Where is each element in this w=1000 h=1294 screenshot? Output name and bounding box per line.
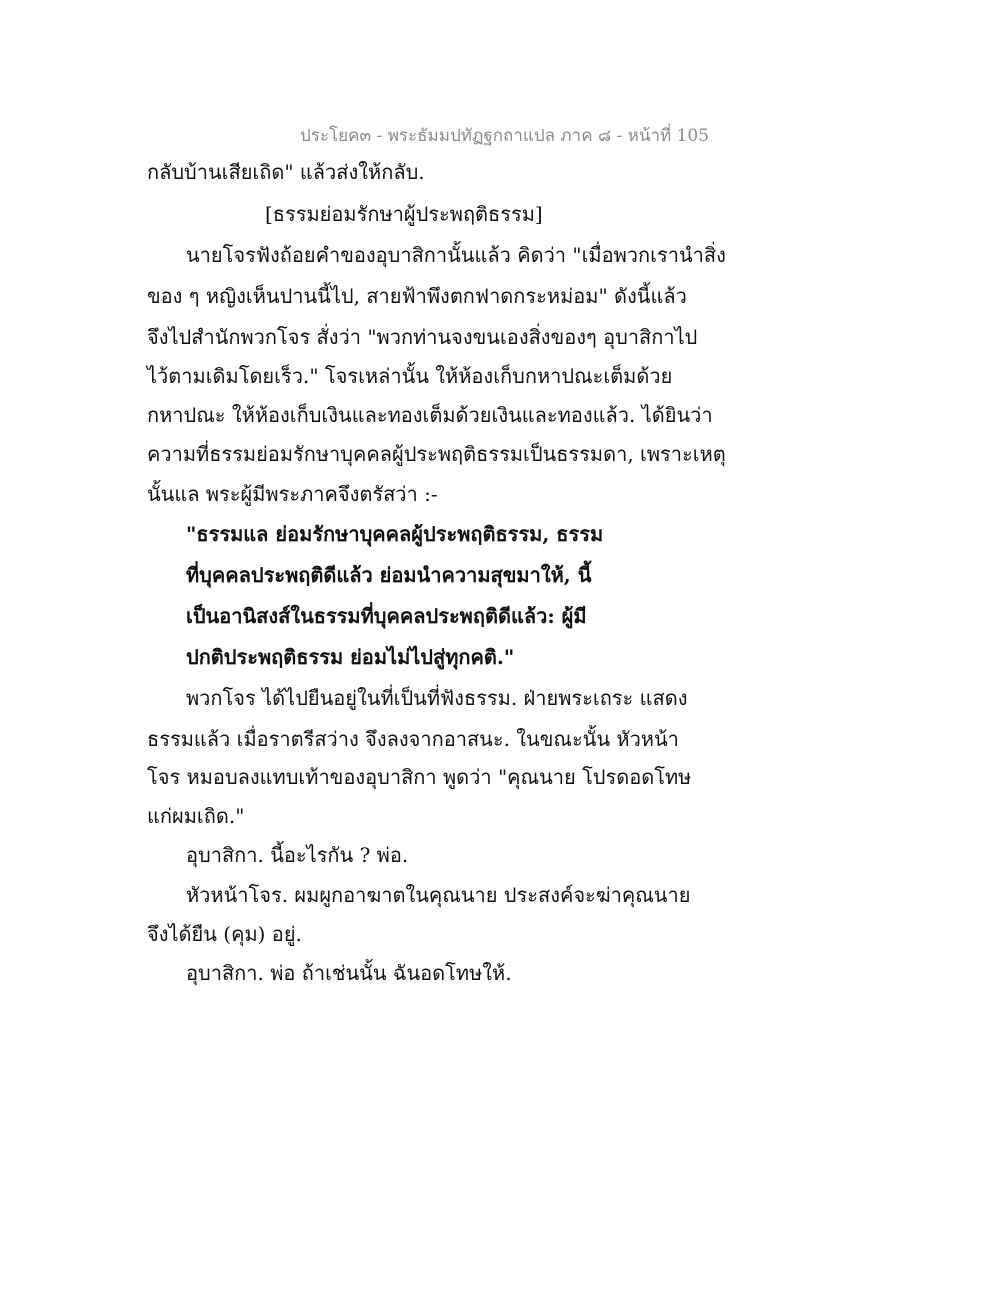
verse-line: "ธรรมแล ย่อมรักษาบุคคลผู้ประพฤติธรรม, ธรรม [186, 522, 604, 546]
verse-line: เป็นอานิสงส์ในธรรมที่บุคคลประพฤติดีแล้ว: ผู้มี [186, 604, 587, 628]
body-line: นั้นแล พระผู้มีพระภาคจึงตรัสว่า :- [147, 482, 438, 506]
body-line: จึงได้ยืน (คุม) อยู่. [147, 922, 302, 946]
body-line: จึงไปสำนักพวกโจร สั่งว่า "พวกท่านจงขนเองสิ่งของๆ อุบาสิกาไป [147, 325, 698, 349]
body-line: พวกโจร ได้ไปยืนอยู่ในที่เป็นที่ฟังธรรม. ฝ่ายพระเถระ แสดง [186, 686, 688, 710]
verse-line: ที่บุคคลประพฤติดีแล้ว ย่อมนำความสุขมาให้, นี้ [186, 563, 592, 587]
dialogue-line: หัวหน้าโจร. ผมผูกอาฆาตในคุณนาย ประสงค์จะฆ่าคุณนาย [186, 883, 691, 907]
body-line: กลับบ้านเสียเถิด" แล้วส่งให้กลับ. [147, 160, 425, 184]
body-line: ธรรมแล้ว เมื่อราตรีสว่าง จึงลงจากอาสนะ. ในขณะนั้น หัวหน้า [147, 727, 679, 751]
verse-line: ปกติประพฤติธรรม ย่อมไม่ไปสู่ทุกคติ." [186, 645, 515, 669]
body-line: ความที่ธรรมย่อมรักษาบุคคลผู้ประพฤติธรรมเป็นธรรมดา, เพราะเหตุ [147, 442, 726, 466]
body-line: กหาปณะ ให้ห้องเก็บเงินและทองเต็มด้วยเงินและทองแล้ว. ได้ยินว่า [147, 403, 713, 427]
body-line: ของ ๆ หญิงเห็นปานนี้ไป, สายฟ้าพึงตกฟาดกระหม่อม" ดังนี้แล้ว [147, 284, 687, 308]
page-header: ประโยค๓ - พระธัมมปทัฏฐกถาแปล ภาค ๘ - หน้าที่ 105 [300, 126, 710, 146]
section-heading: [ธรรมย่อมรักษาผู้ประพฤติธรรม] [265, 202, 543, 226]
dialogue-line: อุบาสิกา. นี้อะไรกัน ? พ่อ. [186, 843, 409, 867]
body-line: ไว้ตามเดิมโดยเร็ว." โจรเหล่านั้น ให้ห้องเก็บกหาปณะเต็มด้วย [147, 364, 673, 388]
dialogue-line: อุบาสิกา. พ่อ ถ้าเช่นนั้น ฉันอดโทษให้. [186, 961, 512, 985]
body-line: นายโจรฟังถ้อยคำของอุบาสิกานั้นแล้ว คิดว่า "เมื่อพวกเรานำสิ่ง [186, 243, 726, 267]
body-line: โจร หมอบลงแทบเท้าของอุบาสิกา พูดว่า "คุณนาย โปรดอดโทษ [147, 765, 692, 789]
body-line: แก่ผมเถิด." [147, 804, 245, 828]
